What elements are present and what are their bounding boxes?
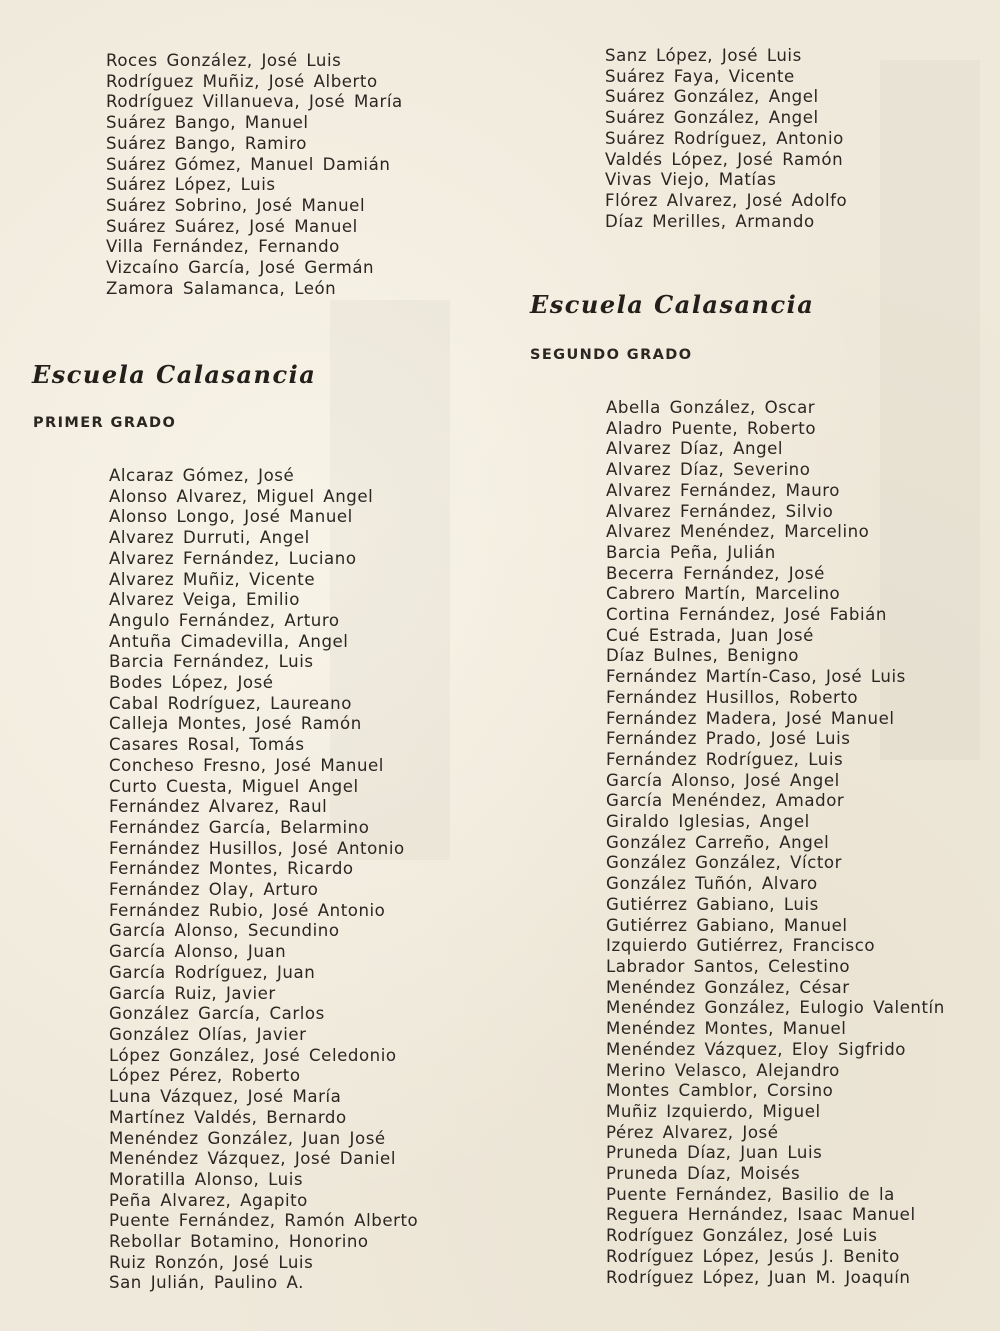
list-item: Curto Cuesta, Miguel Angel bbox=[109, 776, 359, 796]
list-item: Cabal Rodríguez, Laureano bbox=[109, 693, 352, 713]
segundo-grado-name-list bbox=[606, 398, 945, 1288]
list-item: García Ruiz, Javier bbox=[109, 983, 276, 1003]
list-item: Cabrero Martín, Marcelino bbox=[606, 584, 841, 604]
list-item: Alonso Longo, José Manuel bbox=[109, 507, 353, 527]
list-item: García Menéndez, Amador bbox=[606, 791, 845, 811]
list-item: Abella González, Oscar bbox=[606, 398, 816, 417]
list-item: Peña Alvarez, Agapito bbox=[109, 1190, 308, 1210]
list-item: Gutiérrez Gabiano, Luis bbox=[606, 894, 819, 914]
list-item: Fernández García, Belarmino bbox=[109, 817, 370, 837]
section-title-escuela-calasancia-right: Escuela Calasancia bbox=[530, 290, 815, 319]
list-item: Alvarez Fernández, Luciano bbox=[109, 548, 357, 568]
list-item: González Olías, Javier bbox=[109, 1024, 307, 1044]
list-item: López González, José Celedonio bbox=[109, 1045, 397, 1065]
list-item: Concheso Fresno, José Manuel bbox=[109, 755, 384, 775]
list-item: García Alonso, José Angel bbox=[606, 770, 840, 790]
list-item: Alcaraz Gómez, José bbox=[109, 466, 295, 485]
list-item: Pruneda Díaz, Juan Luis bbox=[606, 1143, 823, 1163]
list-item: Rodríguez Muñiz, José Alberto bbox=[106, 71, 378, 91]
list-item: Fernández Prado, José Luis bbox=[606, 729, 851, 749]
section-title-escuela-calasancia-left: Escuela Calasancia bbox=[32, 360, 317, 389]
list-item: San Julián, Paulino A. bbox=[109, 1273, 304, 1293]
list-item: Menéndez Vázquez, Eloy Sigfrido bbox=[606, 1039, 906, 1059]
list-item: Alvarez Veiga, Emilio bbox=[109, 590, 300, 610]
list-item: Fernández Olay, Arturo bbox=[109, 880, 319, 900]
list-item: García Rodríguez, Juan bbox=[109, 962, 316, 982]
list-item: Vizcaíno García, José Germán bbox=[106, 258, 375, 278]
list-item: Suárez López, Luis bbox=[106, 175, 276, 195]
list-item: Muñiz Izquierdo, Miguel bbox=[606, 1101, 821, 1121]
list-item: Suárez Suárez, José Manuel bbox=[106, 216, 358, 236]
list-item: Alvarez Díaz, Angel bbox=[606, 439, 784, 459]
list-item: Menéndez González, César bbox=[606, 977, 850, 997]
list-item: González Tuñón, Alvaro bbox=[606, 874, 818, 894]
list-item: Fernández Husillos, Roberto bbox=[606, 687, 859, 707]
list-item: Flórez Alvarez, José Adolfo bbox=[605, 190, 848, 210]
list-item: Labrador Santos, Celestino bbox=[606, 956, 851, 976]
top-left-name-list bbox=[106, 51, 403, 299]
list-item: Díaz Bulnes, Benigno bbox=[606, 646, 799, 666]
list-item: Barcia Peña, Julián bbox=[606, 542, 776, 562]
list-item: Montes Camblor, Corsino bbox=[606, 1081, 834, 1101]
list-item: Alvarez Fernández, Silvio bbox=[606, 501, 834, 521]
list-item: Valdés López, José Ramón bbox=[605, 149, 844, 169]
list-item: Menéndez Montes, Manuel bbox=[606, 1019, 847, 1039]
list-item: Menéndez González, Eulogio Valentín bbox=[606, 998, 945, 1018]
list-item: Cué Estrada, Juan José bbox=[606, 625, 814, 645]
list-item: Suárez Gómez, Manuel Damián bbox=[106, 154, 391, 174]
list-item: Alonso Alvarez, Miguel Angel bbox=[109, 486, 374, 506]
list-item: Alvarez Muñiz, Vicente bbox=[109, 569, 316, 589]
list-item: González Carreño, Angel bbox=[606, 832, 830, 852]
list-item: Angulo Fernández, Arturo bbox=[109, 610, 340, 630]
list-item: López Pérez, Roberto bbox=[109, 1066, 301, 1086]
list-item: Rebollar Botamino, Honorino bbox=[109, 1232, 369, 1252]
list-item: Reguera Hernández, Isaac Manuel bbox=[606, 1205, 916, 1225]
list-item: Alvarez Menéndez, Marcelino bbox=[606, 522, 870, 542]
list-item: Díaz Merilles, Armando bbox=[605, 211, 815, 231]
list-item: Martínez Valdés, Bernardo bbox=[109, 1107, 347, 1127]
list-item: González García, Carlos bbox=[109, 1004, 325, 1024]
list-item: Fernández Rubio, José Antonio bbox=[109, 900, 386, 920]
list-item: Rodríguez González, José Luis bbox=[606, 1226, 878, 1246]
list-item: Alvarez Durruti, Angel bbox=[109, 528, 310, 548]
list-item: Fernández Rodríguez, Luis bbox=[606, 749, 844, 769]
list-item: Fernández Husillos, José Antonio bbox=[109, 838, 405, 858]
list-item: Alvarez Fernández, Mauro bbox=[606, 480, 840, 500]
list-item: Menéndez Vázquez, José Daniel bbox=[109, 1149, 396, 1169]
list-item: Rodríguez Villanueva, José María bbox=[106, 92, 403, 112]
list-item: Villa Fernández, Fernando bbox=[106, 237, 340, 257]
list-item: González González, Víctor bbox=[606, 853, 843, 873]
list-item: Giraldo Iglesias, Angel bbox=[606, 812, 810, 832]
list-item: Puente Fernández, Ramón Alberto bbox=[109, 1211, 419, 1231]
list-item: Suárez Faya, Vicente bbox=[605, 66, 795, 86]
list-item: García Alonso, Secundino bbox=[109, 921, 340, 941]
list-item: Ruiz Ronzón, José Luis bbox=[109, 1252, 314, 1272]
list-item: Fernández Martín-Caso, José Luis bbox=[606, 667, 906, 687]
list-item: Menéndez González, Juan José bbox=[109, 1128, 386, 1148]
list-item: Rodríguez López, Jesús J. Benito bbox=[606, 1246, 900, 1266]
top-right-name-list bbox=[605, 46, 847, 232]
list-item: Barcia Fernández, Luis bbox=[109, 652, 314, 672]
list-item: Casares Rosal, Tomás bbox=[109, 735, 305, 755]
list-item: Izquierdo Gutiérrez, Francisco bbox=[606, 936, 876, 956]
list-item: Alvarez Díaz, Severino bbox=[606, 460, 811, 480]
list-item: Suárez González, Angel bbox=[605, 108, 819, 128]
list-item: Fernández Montes, Ricardo bbox=[109, 859, 354, 879]
grade-heading-segundo-grado: SEGUNDO GRADO bbox=[530, 347, 693, 363]
list-item: Suárez Rodríguez, Antonio bbox=[605, 128, 844, 148]
list-item: Luna Vázquez, José María bbox=[109, 1087, 342, 1107]
list-item: Puente Fernández, Basilio de la bbox=[606, 1184, 895, 1204]
list-item: Sanz López, José Luis bbox=[605, 46, 802, 65]
primer-grado-name-list bbox=[109, 466, 418, 1294]
list-item: Suárez González, Angel bbox=[605, 87, 819, 107]
list-item: Aladro Puente, Roberto bbox=[606, 418, 817, 438]
list-item: Roces González, José Luis bbox=[106, 51, 342, 70]
list-item: Calleja Montes, José Ramón bbox=[109, 714, 362, 734]
list-item: Suárez Sobrino, José Manuel bbox=[106, 195, 366, 215]
list-item: Moratilla Alonso, Luis bbox=[109, 1169, 304, 1189]
list-item: García Alonso, Juan bbox=[109, 942, 287, 962]
grade-heading-primer-grado: PRIMER GRADO bbox=[33, 415, 177, 431]
list-item: Fernández Alvarez, Raul bbox=[109, 797, 328, 817]
list-item: Rodríguez López, Juan M. Joaquín bbox=[606, 1267, 911, 1287]
list-item: Cortina Fernández, José Fabián bbox=[606, 605, 887, 625]
list-item: Zamora Salamanca, León bbox=[106, 278, 337, 298]
list-item: Fernández Madera, José Manuel bbox=[606, 708, 895, 728]
list-item: Bodes López, José bbox=[109, 673, 274, 693]
list-item: Gutiérrez Gabiano, Manuel bbox=[606, 915, 848, 935]
list-item: Suárez Bango, Manuel bbox=[106, 113, 309, 133]
list-item: Pérez Alvarez, José bbox=[606, 1122, 779, 1142]
list-item: Vivas Viejo, Matías bbox=[605, 170, 777, 190]
list-item: Pruneda Díaz, Moisés bbox=[606, 1164, 801, 1184]
list-item: Suárez Bango, Ramiro bbox=[106, 133, 307, 153]
list-item: Merino Velasco, Alejandro bbox=[606, 1060, 840, 1080]
list-item: Antuña Cimadevilla, Angel bbox=[109, 631, 349, 651]
list-item: Becerra Fernández, José bbox=[606, 563, 825, 583]
